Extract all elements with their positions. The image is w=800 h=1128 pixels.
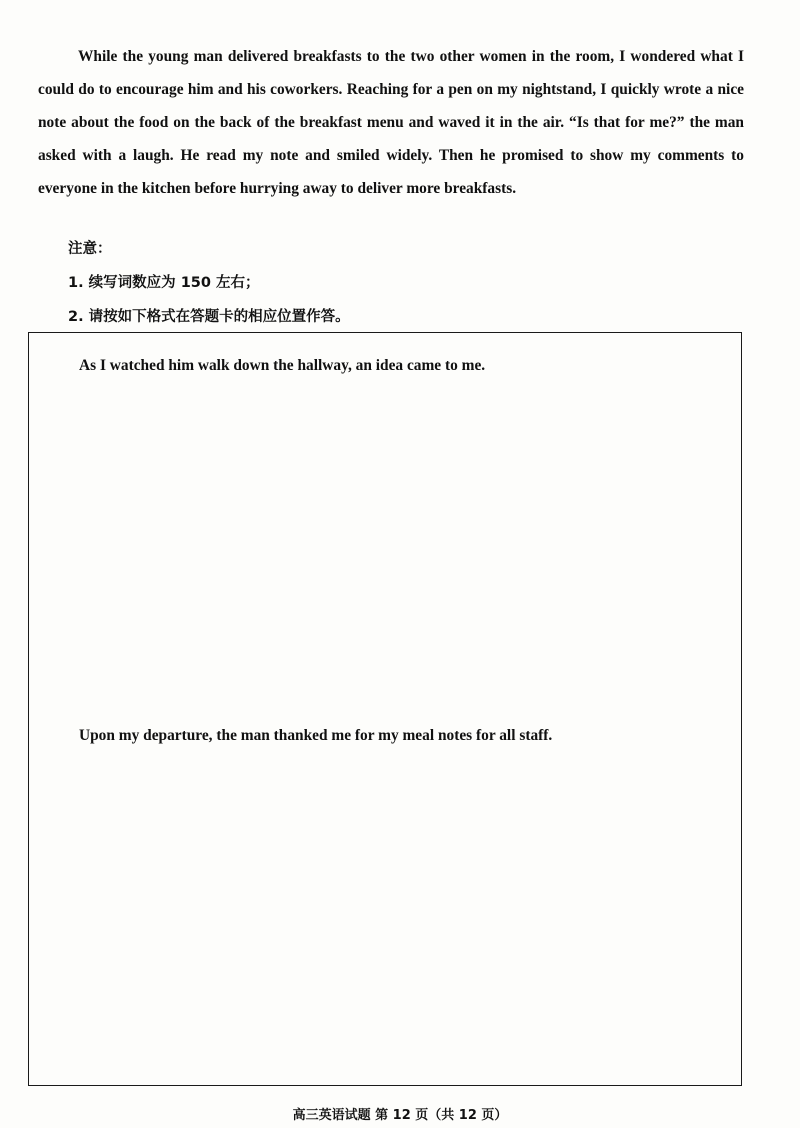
paragraph2-opening: Upon my departure, the man thanked me for my meal notes for all staff. xyxy=(79,727,553,744)
instructions xyxy=(68,232,668,334)
page-footer: 高三英语试题 第 12 页（共 12 页） xyxy=(292,1108,508,1123)
paragraph1-opening: As I watched him walk down the hallway, an idea came to me. xyxy=(79,357,486,374)
instruction-format: 2. 请按如下格式在答题卡的相应位置作答。 xyxy=(68,309,350,325)
story-passage: While the young man delivered breakfasts to the two other women in the room, I wondered what I could do to encourage him and his coworkers. Reaching for a pen on my nightstand, I quickly wrote a nice note about the food on the back of the breakfast menu and waved it in the air. “Is that for me?” the man asked with a laugh. He read my note and smiled widely. Then he promised to show my comments to everyone in the kitchen before hurrying away to deliver more breakfasts. xyxy=(38,48,744,197)
instruction-word-count: 1. 续写词数应为 150 左右； xyxy=(68,275,260,291)
instructions-heading: 注意： xyxy=(68,241,112,257)
answer-box xyxy=(28,332,742,1086)
